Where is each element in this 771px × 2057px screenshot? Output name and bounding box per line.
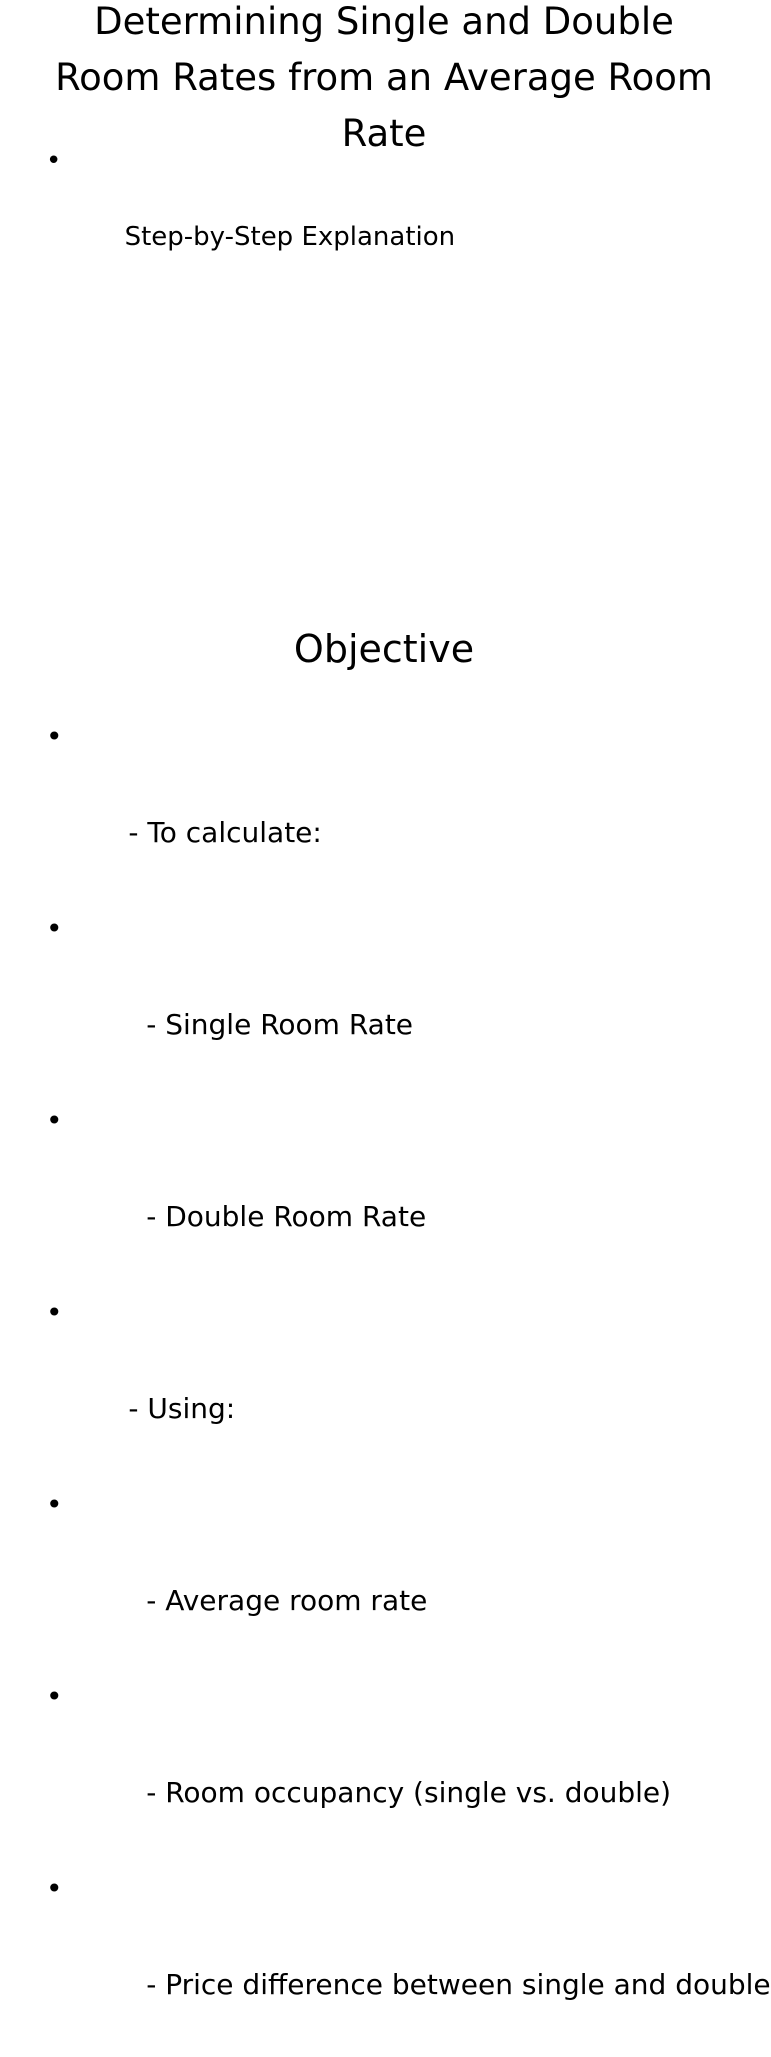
bullet-icon: • xyxy=(46,146,62,176)
bullet-icon: • xyxy=(46,1296,63,1329)
list-item xyxy=(46,713,736,905)
bullet-text: - To calculate: xyxy=(128,816,322,849)
bullet-text: - Using: xyxy=(128,1392,236,1425)
bullet-text: - Single Room Rate xyxy=(128,1008,414,1041)
bullet-icon: • xyxy=(46,1680,63,1713)
bullet-icon: • xyxy=(46,1104,63,1137)
list-item xyxy=(46,1673,736,1865)
bullet-icon: • xyxy=(46,1488,63,1521)
bullet-icon: • xyxy=(46,1872,63,1905)
slide-title: Determining Single and Double Room Rates from an Average Room Rate xyxy=(55,0,713,155)
bullet-text: - Room occupancy (single vs. double) xyxy=(128,1776,672,1809)
bullet-icon: • xyxy=(46,912,63,945)
list-item xyxy=(46,1289,736,1481)
list-item xyxy=(46,1097,736,1289)
list-item xyxy=(46,905,736,1097)
bullet-icon: • xyxy=(46,720,63,753)
bullet-text: Step-by-Step Explanation xyxy=(124,222,456,252)
bullet-text: - Double Room Rate xyxy=(128,1200,427,1233)
bullet-text: - Average room rate xyxy=(128,1584,428,1617)
list-item xyxy=(46,1865,771,2057)
slide-2 xyxy=(0,576,771,2001)
list-item xyxy=(46,142,736,294)
bullet-text: - Price difference between single and double xyxy=(128,1968,771,2001)
bullet-list xyxy=(46,713,771,2057)
list-item xyxy=(46,1481,736,1673)
slide-title: Objective xyxy=(293,627,475,671)
slide-1 xyxy=(0,0,768,576)
bullet-list xyxy=(46,142,736,294)
